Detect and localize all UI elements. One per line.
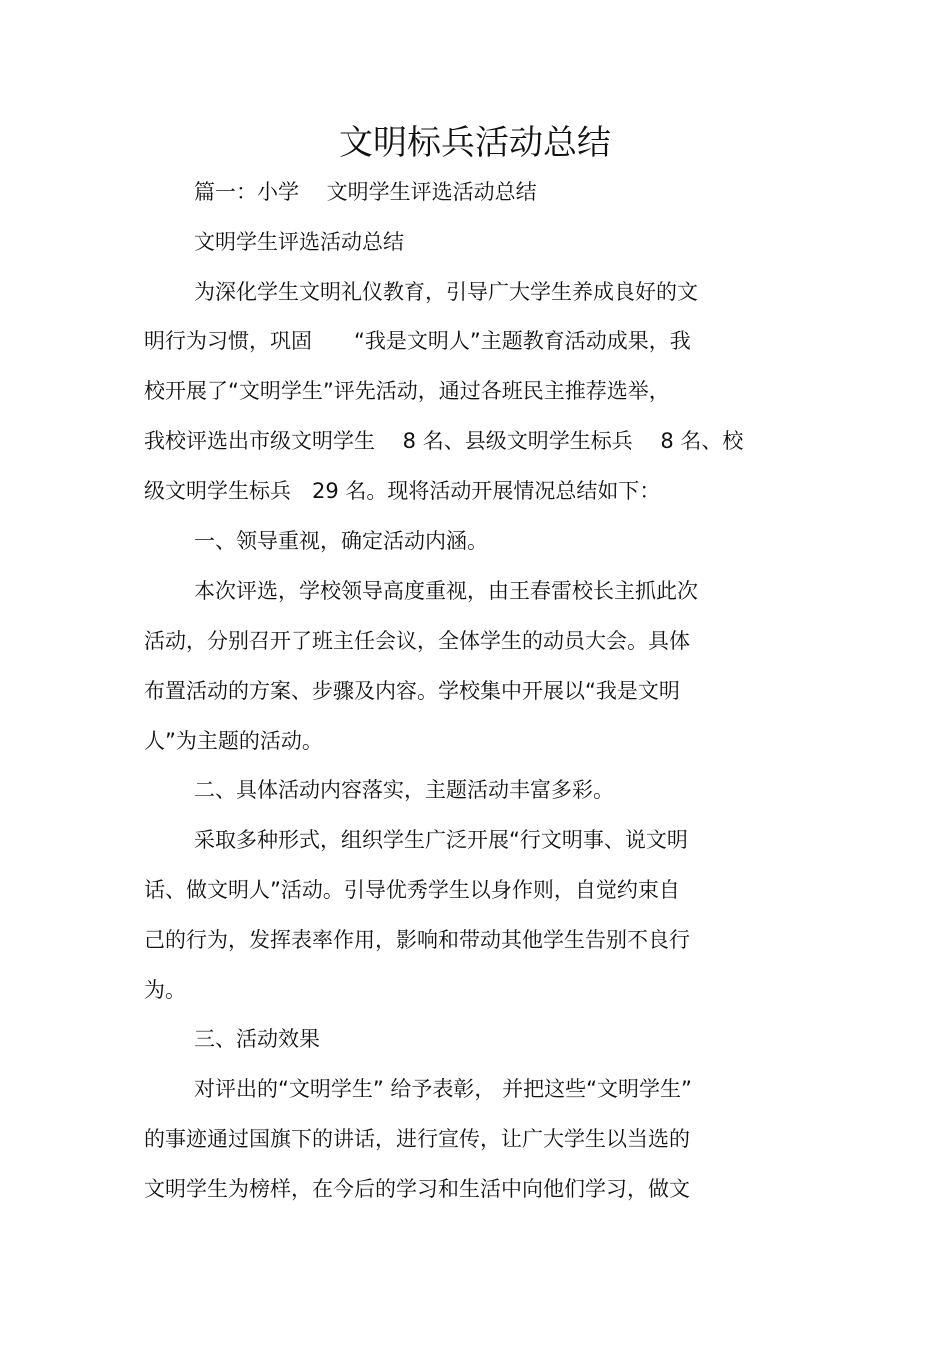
text-line-18: 三、活动效果 [194, 1027, 320, 1051]
text-line-21: 文明学生为榜样，在今后的学习和生活中向他们学习，做文 [144, 1177, 690, 1201]
text-line-10: 活动，分别召开了班主任会议，全体学生的动员大会。具体 [144, 629, 690, 653]
text-line-2: 文明学生评选活动总结 [194, 230, 404, 254]
text-line-19: 对评出的“文明学生” 给予表彰， 并把这些“文明学生” [194, 1077, 692, 1101]
text-line-7: 级文明学生标兵 29 名。现将活动开展情况总结如下： [144, 479, 661, 503]
text-line-9: 本次评选，学校领导高度重视，由王春雷校长主抓此次 [194, 579, 698, 603]
text-line-14: 采取多种形式，组织学生广泛开展“行文明事、说文明 [194, 828, 688, 852]
text-line-17: 为。 [144, 978, 186, 1002]
text-line-6: 我校评选出市级文明学生 8 名、县级文明学生标兵 8 名、校 [144, 429, 744, 453]
document-title: 文明标兵活动总结 [339, 123, 611, 163]
text-line-15: 话、做文明人”活动。引导优秀学生以身作则，自觉约束自 [144, 878, 680, 902]
text-line-4: 明行为习惯，巩固 “我是文明人”主题教育活动成果，我 [144, 329, 691, 353]
text-line-5: 校开展了“文明学生”评先活动，通过各班民主推荐选举， [144, 379, 670, 403]
text-line-3: 为深化学生文明礼仪教育，引导广大学生养成良好的文 [194, 280, 698, 304]
text-line-8: 一、领导重视，确定活动内涵。 [194, 529, 488, 553]
text-line-13: 二、具体活动内容落实，主题活动丰富多彩。 [194, 778, 614, 802]
text-line-20: 的事迹通过国旗下的讲话，进行宣传，让广大学生以当选的 [144, 1127, 690, 1151]
text-line-12: 人”为主题的活动。 [144, 729, 323, 753]
text-line-16: 己的行为，发挥表率作用，影响和带动其他学生告别不良行 [144, 928, 690, 952]
text-line-1: 篇一：小学 文明学生评选活动总结 [194, 180, 537, 204]
text-line-11: 布置活动的方案、步骤及内容。学校集中开展以“我是文明 [144, 679, 680, 703]
